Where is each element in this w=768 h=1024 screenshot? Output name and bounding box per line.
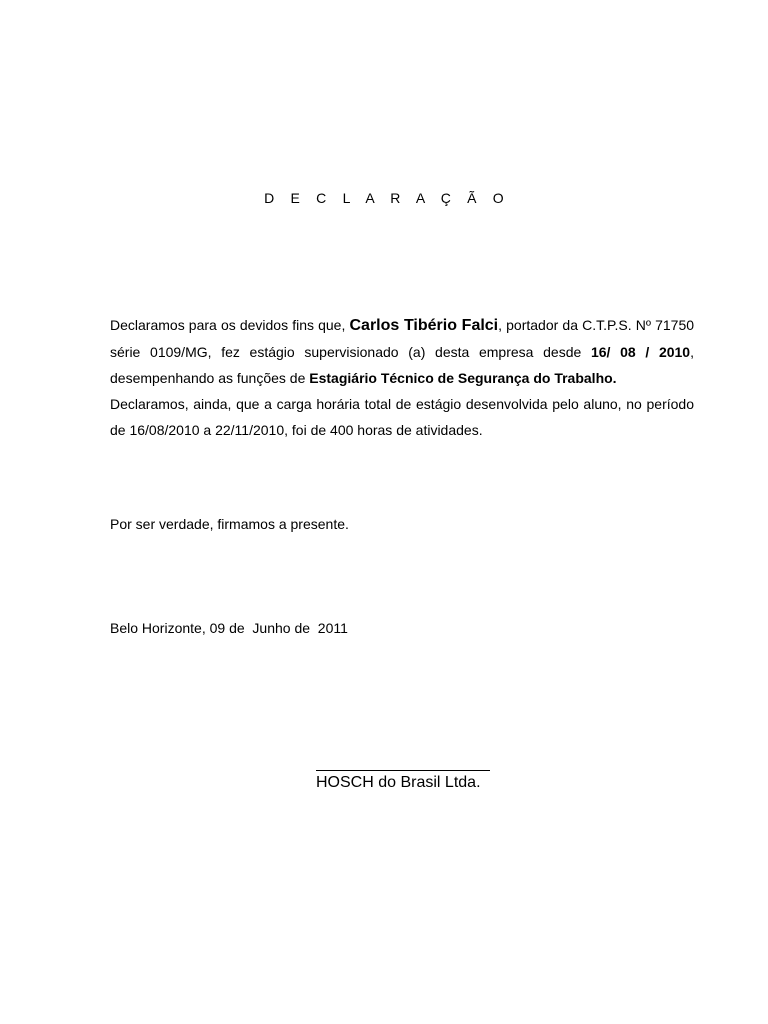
person-name: Carlos Tibério Falci xyxy=(349,317,499,334)
place-date: Belo Horizonte, 09 de Junho de 2011 xyxy=(110,620,348,636)
job-role: Estagiário Técnico de Segurança do Trabalho. xyxy=(309,370,617,386)
workload-paragraph: Declaramos, ainda, que a carga horária total de estágio desenvolvida pelo aluno, no período de 16/08/2010 a 22/11/2010, foi de 400 horas de atividades. xyxy=(110,396,694,438)
document-title: D E C L A R A Ç Ã O xyxy=(264,190,510,206)
declaration-paragraph xyxy=(110,312,694,391)
start-date: 16/ 08 / 2010 xyxy=(590,344,691,360)
signature-line xyxy=(316,770,490,771)
signatory-name: HOSCH do Brasil Ltda. xyxy=(316,774,481,791)
functions-text: , desempenhando as funções de xyxy=(110,344,694,386)
ctps-text: , portador da C.T.P.S. Nº 71750 série 0109/MG, fez estágio supervisionado (a) desta empresa desde xyxy=(110,317,695,360)
declaration-body xyxy=(110,312,694,443)
intro-text: Declaramos para os devidos fins que, xyxy=(110,317,350,333)
closing-statement: Por ser verdade, firmamos a presente. xyxy=(110,516,349,532)
